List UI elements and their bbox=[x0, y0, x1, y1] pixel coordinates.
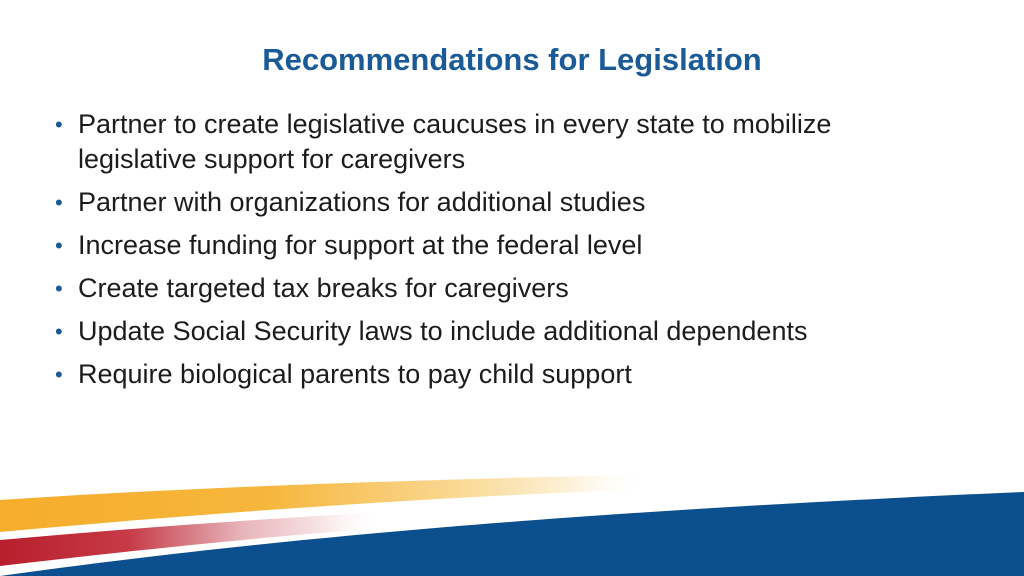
bullet-item bbox=[55, 314, 955, 349]
slide-title: Recommendations for Legislation bbox=[262, 42, 762, 77]
bullet-list bbox=[55, 107, 955, 400]
bullet-item bbox=[55, 271, 955, 306]
bullet-item bbox=[55, 357, 955, 392]
bullet-text: Require biological parents to pay child support bbox=[78, 359, 632, 389]
bullet-item bbox=[55, 107, 955, 177]
bullet-icon: • bbox=[55, 112, 63, 137]
bullet-text: Increase funding for support at the federal level bbox=[78, 230, 643, 260]
bullet-icon: • bbox=[55, 362, 63, 387]
bullet-text: Partner with organizations for additional studies bbox=[78, 187, 646, 217]
bullet-text: Create targeted tax breaks for caregivers bbox=[78, 273, 569, 303]
bullet-item bbox=[55, 185, 955, 220]
bullet-icon: • bbox=[55, 190, 63, 215]
bullet-text: Partner to create legislative caucuses in every state to mobilize legislative support for caregivers bbox=[78, 109, 832, 174]
bullet-icon: • bbox=[55, 319, 63, 344]
decorative-swoosh bbox=[0, 440, 1024, 576]
bullet-item bbox=[55, 228, 955, 263]
bullet-icon: • bbox=[55, 233, 63, 258]
bullet-text: Update Social Security laws to include additional dependents bbox=[78, 316, 808, 346]
bullet-icon: • bbox=[55, 276, 63, 301]
